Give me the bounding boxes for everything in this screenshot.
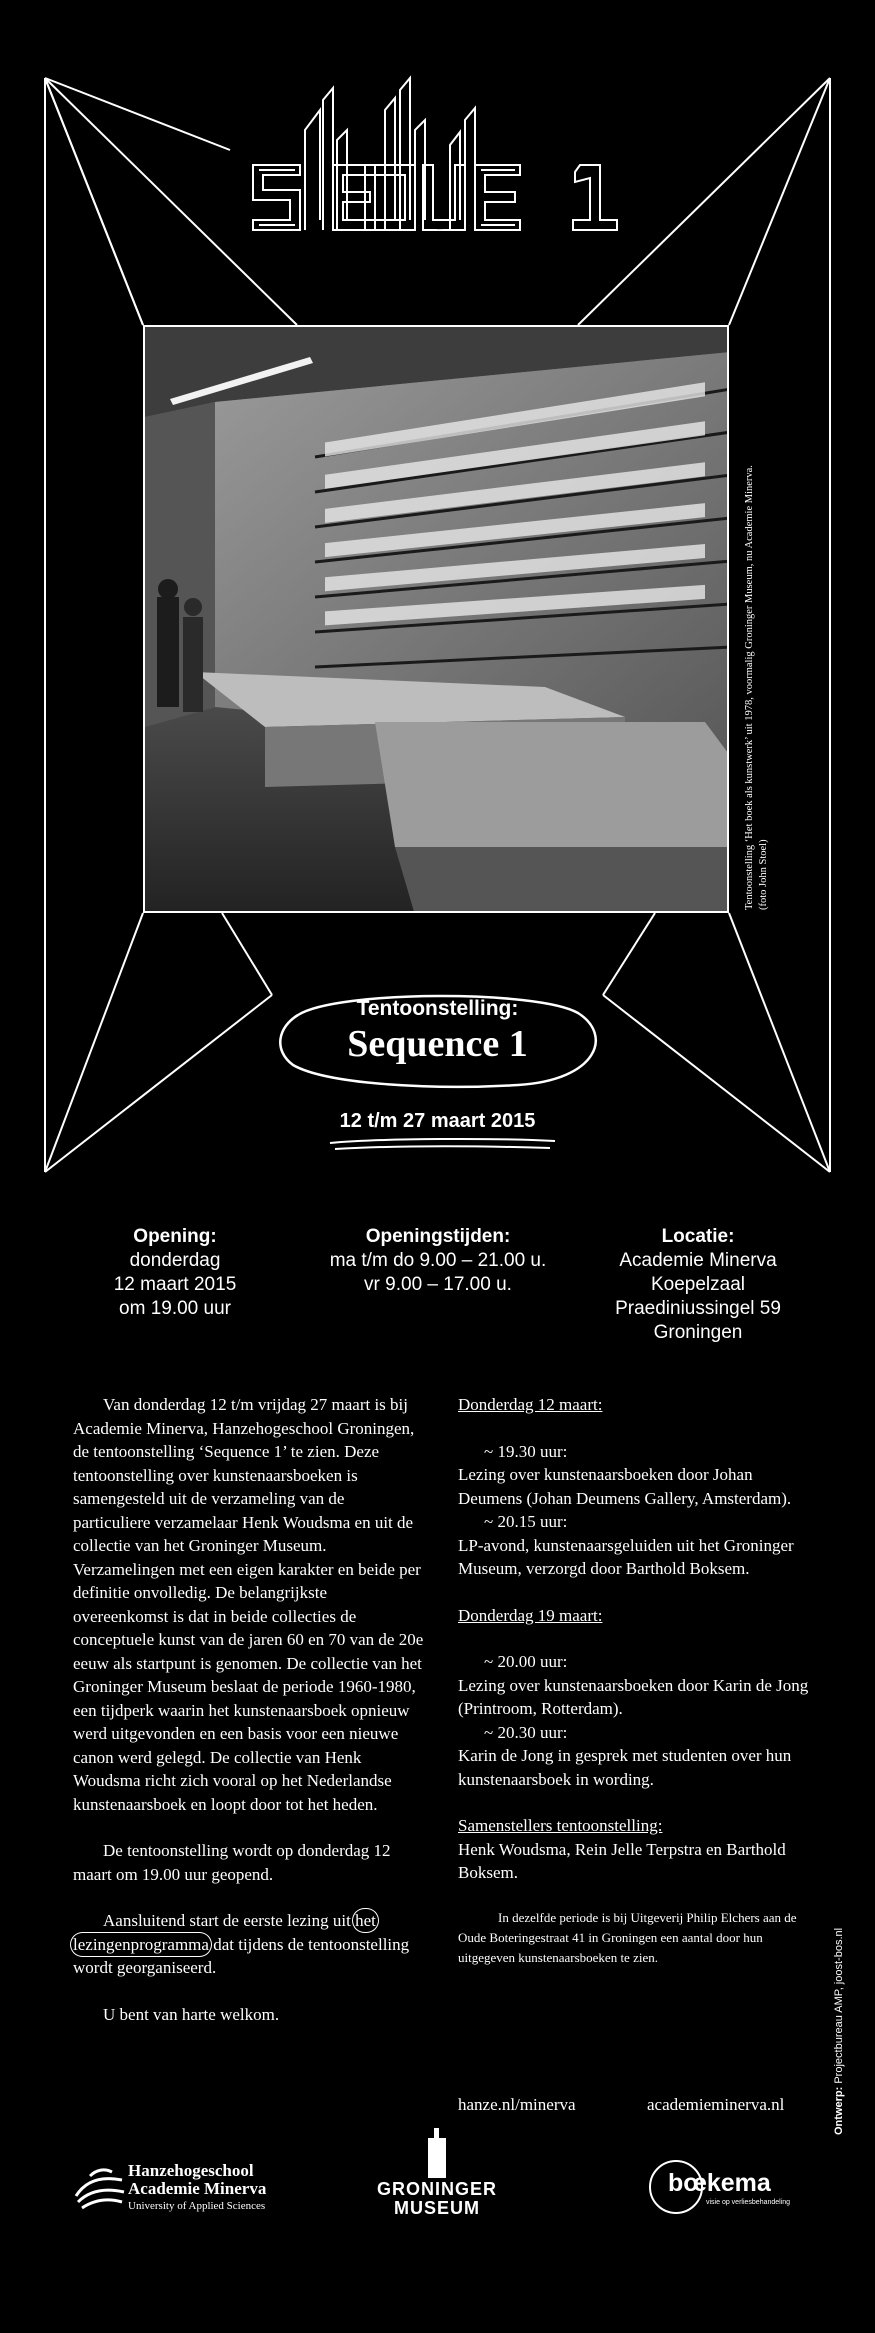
day2-heading: Donderdag 19 maart: <box>458 1605 603 1625</box>
location-line: Academie Minerva <box>619 1250 777 1271</box>
day2-time2: ~ 20.30 uur: <box>484 1722 568 1742</box>
hours-line: vr 9.00 – 17.00 u. <box>364 1274 512 1295</box>
hours-line: ma t/m do 9.00 – 21.00 u. <box>329 1250 547 1271</box>
info-location <box>598 1225 798 1345</box>
location-heading: Locatie: <box>661 1226 735 1247</box>
boekema-tagline: visie op verliesbehandeling <box>706 2199 791 2206</box>
hanze-line2: Academie Minerva <box>128 2179 267 2198</box>
dates-underline <box>325 1135 560 1155</box>
boekema-logo <box>648 2157 808 2217</box>
publisher-note: In dezelfde periode is bij Uitgeverij Philip Elchers aan de Oude Boteringestraat 41 in Groningen een aantal door hun uitgegeven kunstenaarsboeken te zien. <box>458 1909 797 1965</box>
photo-caption <box>743 350 771 910</box>
opening-line: 12 maart 2015 <box>113 1274 237 1295</box>
day1-desc2: LP-avond, kunstenaarsgeluiden uit het Groninger Museum, verzorgd door Barthold Boksem. <box>458 1535 794 1578</box>
location-line: Koepelzaal <box>650 1274 746 1295</box>
photo-caption-line1: Tentoonstelling ‘Het boek als kunstwerk’ uit 1978, voormalig Groninger Museum, nu Academie Minerva. <box>744 465 755 910</box>
day1-heading: Donderdag 12 maart: <box>458 1395 603 1414</box>
opening-paragraph: De tentoonstelling wordt op donderdag 12 maart om 19.00 uur geopend. <box>73 1841 391 1884</box>
opening-line: om 19.00 uur <box>119 1298 231 1319</box>
program <box>458 1393 818 1968</box>
exhibition-title: Sequence 1 <box>347 1023 528 1065</box>
credit-text: Projectbureau AMP, joost-bos.nl <box>833 1927 845 2084</box>
intro-paragraph: Van donderdag 12 t/m vrijdag 27 maart is bij Academie Minerva, Hanzehogeschool Groningen, de tentoonstelling ‘Sequence 1’ te zien. Deze tentoonstelling over kunstenaarsboeken is samengesteld uit de verzameling van de particuliere verzamelaar Henk Woudsma en uit de collectie van het Groninger Museum. Verzamelingen met een eigen karakter en beide per definitie onvolledig. De belangrijkste overeenkomst is dat in beide collecties de conceptuele kunst van de jaren 60 en 70 van de 20e eeuw als startpunt is genomen. De collectie van het Groninger Museum beslaat de periode 1960-1980, een tijdperk waarin het kunstenaarsboek opnieuw werd uitgevonden en een basis voor een nieuwe canon werd gelegd. De collectie van Henk Woudsma richt zich vooral op het Nederlandse kunstenaarsboek en loopt door tot het heden. <box>73 1395 424 1814</box>
logo-text: SEQUENCE 1 <box>437 230 443 231</box>
hanze-line3: University of Applied Sciences <box>128 2200 266 2212</box>
curators-names: Henk Woudsma, Rein Jelle Terpstra en Barthold Boksem. <box>458 1839 786 1882</box>
minerva-link[interactable]: academieminerva.nl <box>647 2095 785 2114</box>
opening-heading: Opening: <box>133 1226 217 1247</box>
day2-desc1: Lezing over kunstenaarsboeken door Karin de Jong (Printroom, Rotterdam). <box>458 1675 809 1718</box>
hanze-link[interactable]: hanze.nl/minerva <box>458 2095 576 2114</box>
welcome-paragraph: U bent van harte welkom. <box>103 2004 280 2024</box>
credit-label: Ontwerp: <box>833 2086 845 2135</box>
groninger-line1: GRONINGER <box>376 2179 497 2199</box>
lecture-program-link[interactable]: het lezingenprogramma <box>73 1911 376 1954</box>
lecture-paragraph: Aansluitend start de eerste lezing uit het lezingenprogramma dat tijdens de tentoonstelling wordt georganiseerd. <box>73 1911 410 1977</box>
groninger-museum-logo <box>362 2128 512 2222</box>
photo-caption-line2: (foto John Stoel) <box>758 839 769 910</box>
location-line: Praediniussingel 59 <box>615 1298 781 1319</box>
exhibition-photo <box>143 325 729 913</box>
hours-heading: Openingstijden: <box>365 1226 511 1247</box>
opening-line: donderdag <box>129 1250 221 1271</box>
exhibition-dates: 12 t/m 27 maart 2015 <box>339 1110 536 1132</box>
day2-time1: ~ 20.00 uur: <box>484 1652 568 1671</box>
hanze-line1: Hanzehogeschool <box>128 2161 254 2180</box>
info-opening <box>95 1225 255 1321</box>
exhibition-kind: Tentoonstelling: <box>356 997 519 1020</box>
intro-text <box>73 1393 425 2049</box>
info-hours <box>318 1225 558 1297</box>
location-line: Groningen <box>653 1322 743 1343</box>
design-credit <box>833 1915 845 2135</box>
groninger-line2: MUSEUM <box>394 2198 480 2218</box>
sequence-logo <box>245 70 635 240</box>
day1-time2: ~ 20.15 uur: <box>484 1512 568 1531</box>
curators-heading: Samenstellers tentoonstelling: <box>458 1816 663 1835</box>
day1-time1: ~ 19.30 uur: <box>484 1441 568 1461</box>
hanze-logo <box>72 2162 294 2220</box>
museum-tower-icon <box>422 2128 452 2180</box>
day1-desc1: Lezing over kunstenaarsboeken door Johan Deumens (Johan Deumens Gallery, Amsterdam). <box>458 1465 792 1508</box>
boekema-name: bœkema <box>668 2169 771 2197</box>
hanze-emblem-icon <box>72 2166 128 2216</box>
day2-desc2: Karin de Jong in gesprek met studenten over hun kunstenaarsboek in wording. <box>458 1746 792 1789</box>
